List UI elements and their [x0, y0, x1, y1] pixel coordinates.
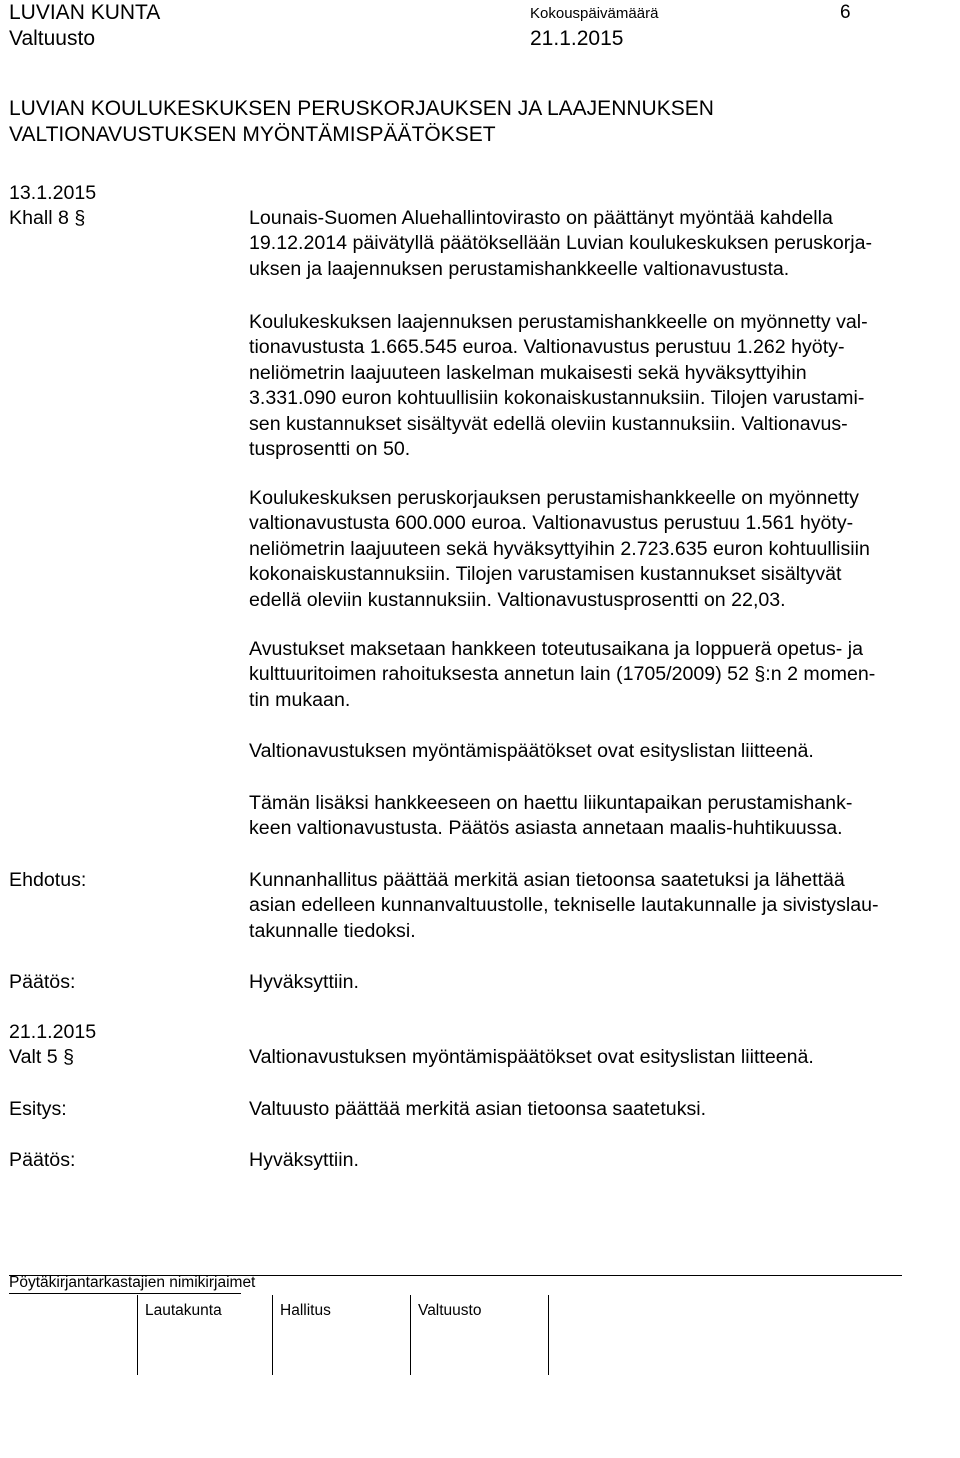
- text-line: Valtionavustuksen myöntämispäätökset ovat esityslistan liitteenä.: [249, 740, 814, 762]
- footer-label-underline: [9, 1293, 241, 1294]
- text-line: Koulukeskuksen laajennuksen perustamishankkeelle on myönnetty val-: [249, 311, 868, 333]
- title-line-1: LUVIAN KOULUKESKUKSEN PERUSKORJAUKSEN JA LAAJENNUKSEN: [9, 97, 714, 120]
- section2-text: Valtionavustuksen myöntämispäätökset ovat esityslistan liitteenä.: [249, 1046, 814, 1068]
- section1-paragraph-2: [249, 310, 954, 462]
- footer-divider: [137, 1295, 138, 1375]
- footer-column-board: Lautakunta: [145, 1302, 222, 1319]
- signatures-label: Pöytäkirjantarkastajien nimikirjaimet: [9, 1274, 256, 1291]
- meeting-date: 21.1.2015: [530, 27, 624, 50]
- text-line: valtionavustusta 600.000 euroa. Valtionavustus perustuu 1.561 hyöty-: [249, 512, 854, 535]
- section1-paragraph-6: [249, 791, 954, 842]
- footer-column-government: Hallitus: [280, 1302, 331, 1319]
- text-line: keen valtionavustusta. Päätös asiasta annetaan maalis-huhtikuussa.: [249, 817, 843, 840]
- text-line: takunnalle tiedoksi.: [249, 919, 416, 942]
- governing-body: Valtuusto: [9, 27, 95, 50]
- section2-date: 21.1.2015: [9, 1021, 97, 1043]
- text-line: Tämän lisäksi hankkeeseen on haettu liikuntapaikan perustamishank-: [249, 792, 853, 814]
- text-line: uksen ja laajennuksen perustamishankkeelle valtionavustusta.: [249, 257, 790, 280]
- page-number: 6: [840, 2, 851, 23]
- section1-paragraph-3: [249, 486, 954, 613]
- text-line: 19.12.2014 päivätyllä päätöksellään Luvian koulukeskuksen peruskorja-: [249, 232, 873, 255]
- text-line: edellä oleviin kustannuksiin. Valtionavustusprosentti on 22,03.: [249, 588, 786, 611]
- footer-column-council: Valtuusto: [418, 1302, 482, 1319]
- presentation-text: Valtuusto päättää merkitä asian tietoonsa saatetuksi.: [249, 1098, 707, 1120]
- footer-divider: [410, 1295, 411, 1375]
- proposal-text: [249, 868, 954, 944]
- section2-ref: Valt 5 §: [9, 1046, 74, 1068]
- text-line: neliömetrin laajuuteen laskelman mukaisesti sekä hyväksyttyihin: [249, 361, 807, 384]
- text-line: asian edelleen kunnanvaltuustolle, tekniselle lautakunnalle ja sivistyslau-: [249, 894, 879, 917]
- text-line: kulttuuritoimen rahoituksesta annetun lain (1705/2009) 52 §:n 2 momen-: [249, 663, 876, 686]
- text-line: tusprosentti on 50.: [249, 438, 411, 461]
- text-line: kokonaiskustannuksiin. Tilojen varustamisen kustannukset sisältyvät: [249, 563, 842, 586]
- text-line: neliömetrin laajuuteen sekä hyväksyttyihin 2.723.635 euron kohtuullisiin: [249, 537, 870, 560]
- section1-ref: Khall 8 §: [9, 207, 86, 229]
- section1-date: 13.1.2015: [9, 182, 97, 204]
- text-line: Lounais-Suomen Aluehallintovirasto on päättänyt myöntää kahdella: [249, 207, 833, 229]
- text-line: Koulukeskuksen peruskorjauksen perustamishankkeelle on myönnetty: [249, 487, 859, 509]
- section2-decision-label: Päätös:: [9, 1149, 76, 1171]
- section1-paragraph-5: [249, 739, 954, 764]
- text-line: tin mukaan.: [249, 688, 351, 711]
- section1-paragraph-4: [249, 637, 954, 713]
- org-name: LUVIAN KUNTA: [9, 1, 161, 24]
- proposal-label: Ehdotus:: [9, 869, 87, 891]
- presentation-label: Esitys:: [9, 1098, 67, 1120]
- text-line: tionavustusta 1.665.545 euroa. Valtionavustus perustuu 1.262 hyöty-: [249, 336, 845, 359]
- section2-decision-text: Hyväksyttiin.: [249, 1149, 359, 1171]
- document-title: [9, 96, 714, 148]
- meeting-date-label: Kokouspäivämäärä: [530, 5, 659, 22]
- section1-paragraph-1: [249, 206, 954, 282]
- footer-divider: [548, 1295, 549, 1375]
- text-line: 3.331.090 euron kohtuullisiin kokonaiskustannuksiin. Tilojen varustami-: [249, 387, 865, 410]
- decision-label: Päätös:: [9, 971, 76, 993]
- title-line-2: VALTIONAVUSTUKSEN MYÖNTÄMISPÄÄTÖKSET: [9, 123, 496, 146]
- text-line: Kunnanhallitus päättää merkitä asian tietoonsa saatetuksi ja lähettää: [249, 869, 845, 891]
- footer-divider: [272, 1295, 273, 1375]
- decision-text: Hyväksyttiin.: [249, 971, 359, 993]
- text-line: sen kustannukset sisältyvät edellä oleviin kustannuksiin. Valtionavus-: [249, 412, 848, 435]
- text-line: Avustukset maksetaan hankkeen toteutusaikana ja loppuerä opetus- ja: [249, 638, 863, 660]
